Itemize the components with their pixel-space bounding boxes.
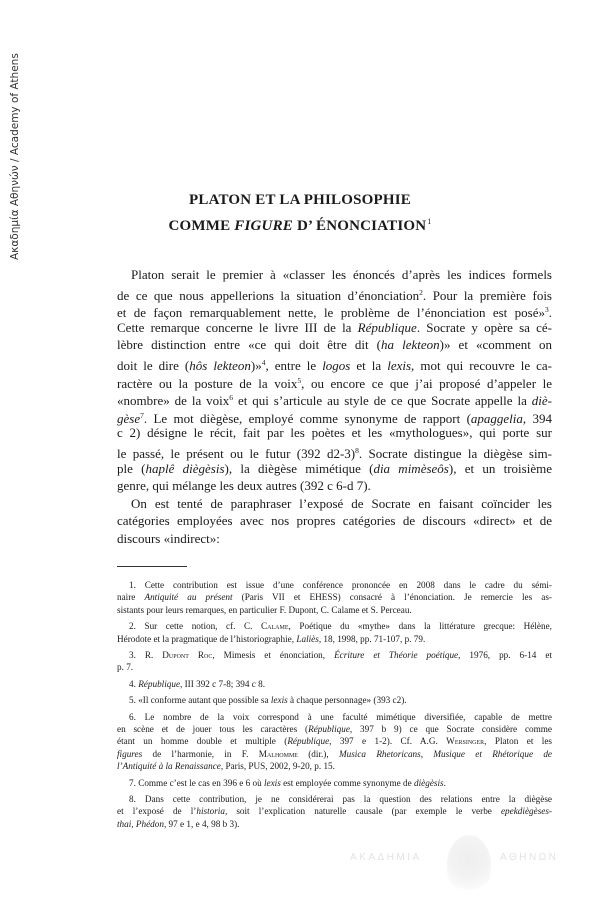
title-line-2-start: COMME xyxy=(168,218,235,234)
footnote-line: p. 7. xyxy=(117,662,134,673)
body-line: On est tenté de paraphraser l’exposé de Socrate en faisant coïncider les xyxy=(131,495,552,511)
body-line: discours «indirect»: xyxy=(117,531,220,546)
footnote-line: 5. «Il conforme autant que possible sa lexis à chaque personnage» (393 c2). xyxy=(129,695,407,706)
chapter-title xyxy=(0,190,600,237)
watermark-right-text: ΑΘΗΝΩΝ xyxy=(500,852,559,863)
footnote-line: figures de l’harmonie, in F. Malhomme (dir.), Musica Rhetoricans, Musique et Rhétorique de xyxy=(117,748,552,759)
footnote-line: étant un homme double et multiple (République, 397 e 1-2). Cf. A.G. Wersinger, Platon et les xyxy=(117,736,552,747)
body-line: c 2) désigne le récit, fait par les poètes et les «mythologues», qui porte sur xyxy=(117,425,552,441)
footnote-line: Hérodote et la pragmatique de l’historiographie, Laliès, 18, 1998, pp. 71-107, p. 79. xyxy=(117,633,426,644)
title-line-1: PLATON ET LA PHILOSOPHIE xyxy=(189,192,411,208)
footnote-line: l’Antiquité à la Renaissance, Paris, PUS, 2002, 9-20, p. 15. xyxy=(117,761,335,772)
body-line: genre, qui mélange les deux autres (392 c 6-d 7). xyxy=(117,478,371,494)
body-line: Platon serait le premier à «classer les énoncés d’après les indices formels xyxy=(131,267,552,282)
title-line-2 xyxy=(0,211,600,237)
body-line: doit le dire (hôs lekteon)»$^4$, entre le logos et la lexis, mot qui recouvre le ca- xyxy=(117,358,553,373)
body-line: catégories employées avec nos propres catégories de discours «direct» et de xyxy=(117,513,552,529)
academy-emblem-watermark xyxy=(447,835,491,895)
body-line: ple (haplê diègèsis), la diègèse mimétique (dia mimèseôs), et un troisième xyxy=(117,460,552,476)
body-line: gèse$^7$. Le mot diègèse, employé comme synonyme de rapport (apaggelia, 394 xyxy=(117,410,552,426)
footnote-line: 3. R. Dupont Roc, Mimesis et énonciation, Écriture et Théorie poétique, 1976, pp. 6-14 et xyxy=(129,650,552,660)
footnote-line: naire Antiquité au présent (Paris VII et EHESS) consacré à l’énonciation. Je remercie les as- xyxy=(117,592,552,603)
footnote-line: 8. Dans cette contribution, je ne considérerai pas la question des relations entre la diègèse xyxy=(129,794,552,804)
footnote-line: en scène et de jouer tous les caractères (République, 397 b 9) ce que Socrate considère comme xyxy=(117,724,552,734)
title-footnote-ref: 1 xyxy=(427,217,432,226)
footnote-line: 1. Cette contribution est issue d’une conférence prononcée en 2008 dans le cadre du sémi- xyxy=(129,580,552,590)
footnote-line: 2. Sur cette notion, cf. C. Calame, Poétique du «mythe» dans la littérature grecque: Hélène, xyxy=(129,621,552,632)
footnote-line: et l’exposé de l’historia, soit l’explication naturelle causale (par exemple le verbe epekdiègèses- xyxy=(117,806,552,817)
body-line: Cette remarque concerne le livre III de la République. Socrate y opère sa cé- xyxy=(117,319,552,335)
body-line: le passé, le présent ou le futur (392 d2-3)$^8$. Socrate distingue la diègèse sim- xyxy=(117,446,552,461)
footnote-line: thai, Phédon, 97 e 1, e 4, 98 b 3). xyxy=(117,818,240,829)
body-line: ractère ou la posture de la voix$^5$, ou encore ce que j’ai proposé d’appeler le xyxy=(117,375,552,391)
body-line: et de façon remarquablement nette, le problème de l’énonciation est posé»$^3$. xyxy=(117,305,552,321)
title-line-2-end: D’ ÉNONCIATION xyxy=(293,218,427,234)
body-line: lèbre distinction entre «ce qui doit être dit (ha lekteon)» et «comment on xyxy=(117,337,552,353)
body-line: «nombre» de la voix$^6$ et qui s’articule au style de ce que Socrate appelle la diè- xyxy=(117,393,553,409)
footnote-separator xyxy=(117,566,187,567)
footnote-line: 4. République, III 392 c 7-8; 394 c 8. xyxy=(129,678,265,689)
footnote-line: 6. Le nombre de la voix correspond à une faculté mimétique diversifiée, capable de mettre xyxy=(129,711,552,722)
body-line: de ce que nous appellerions la situation d’énonciation$^2$. Pour la première fois xyxy=(117,287,552,303)
footnote-line: 7. Comme c’est le cas en 396 e 6 où lexis est employée comme synonyme de diègèsis. xyxy=(129,777,446,788)
footnote-line: sistants pour leurs remarques, en particulier F. Dupont, C. Calame et S. Perceau. xyxy=(117,604,412,615)
title-line-2-italic: FIGURE xyxy=(234,218,293,234)
archive-side-label: Ακαδημία Αθηνών / Academy of Athens xyxy=(9,53,21,260)
watermark-left-text: ΑΚΑΔΗΜΙΑ xyxy=(350,852,422,863)
